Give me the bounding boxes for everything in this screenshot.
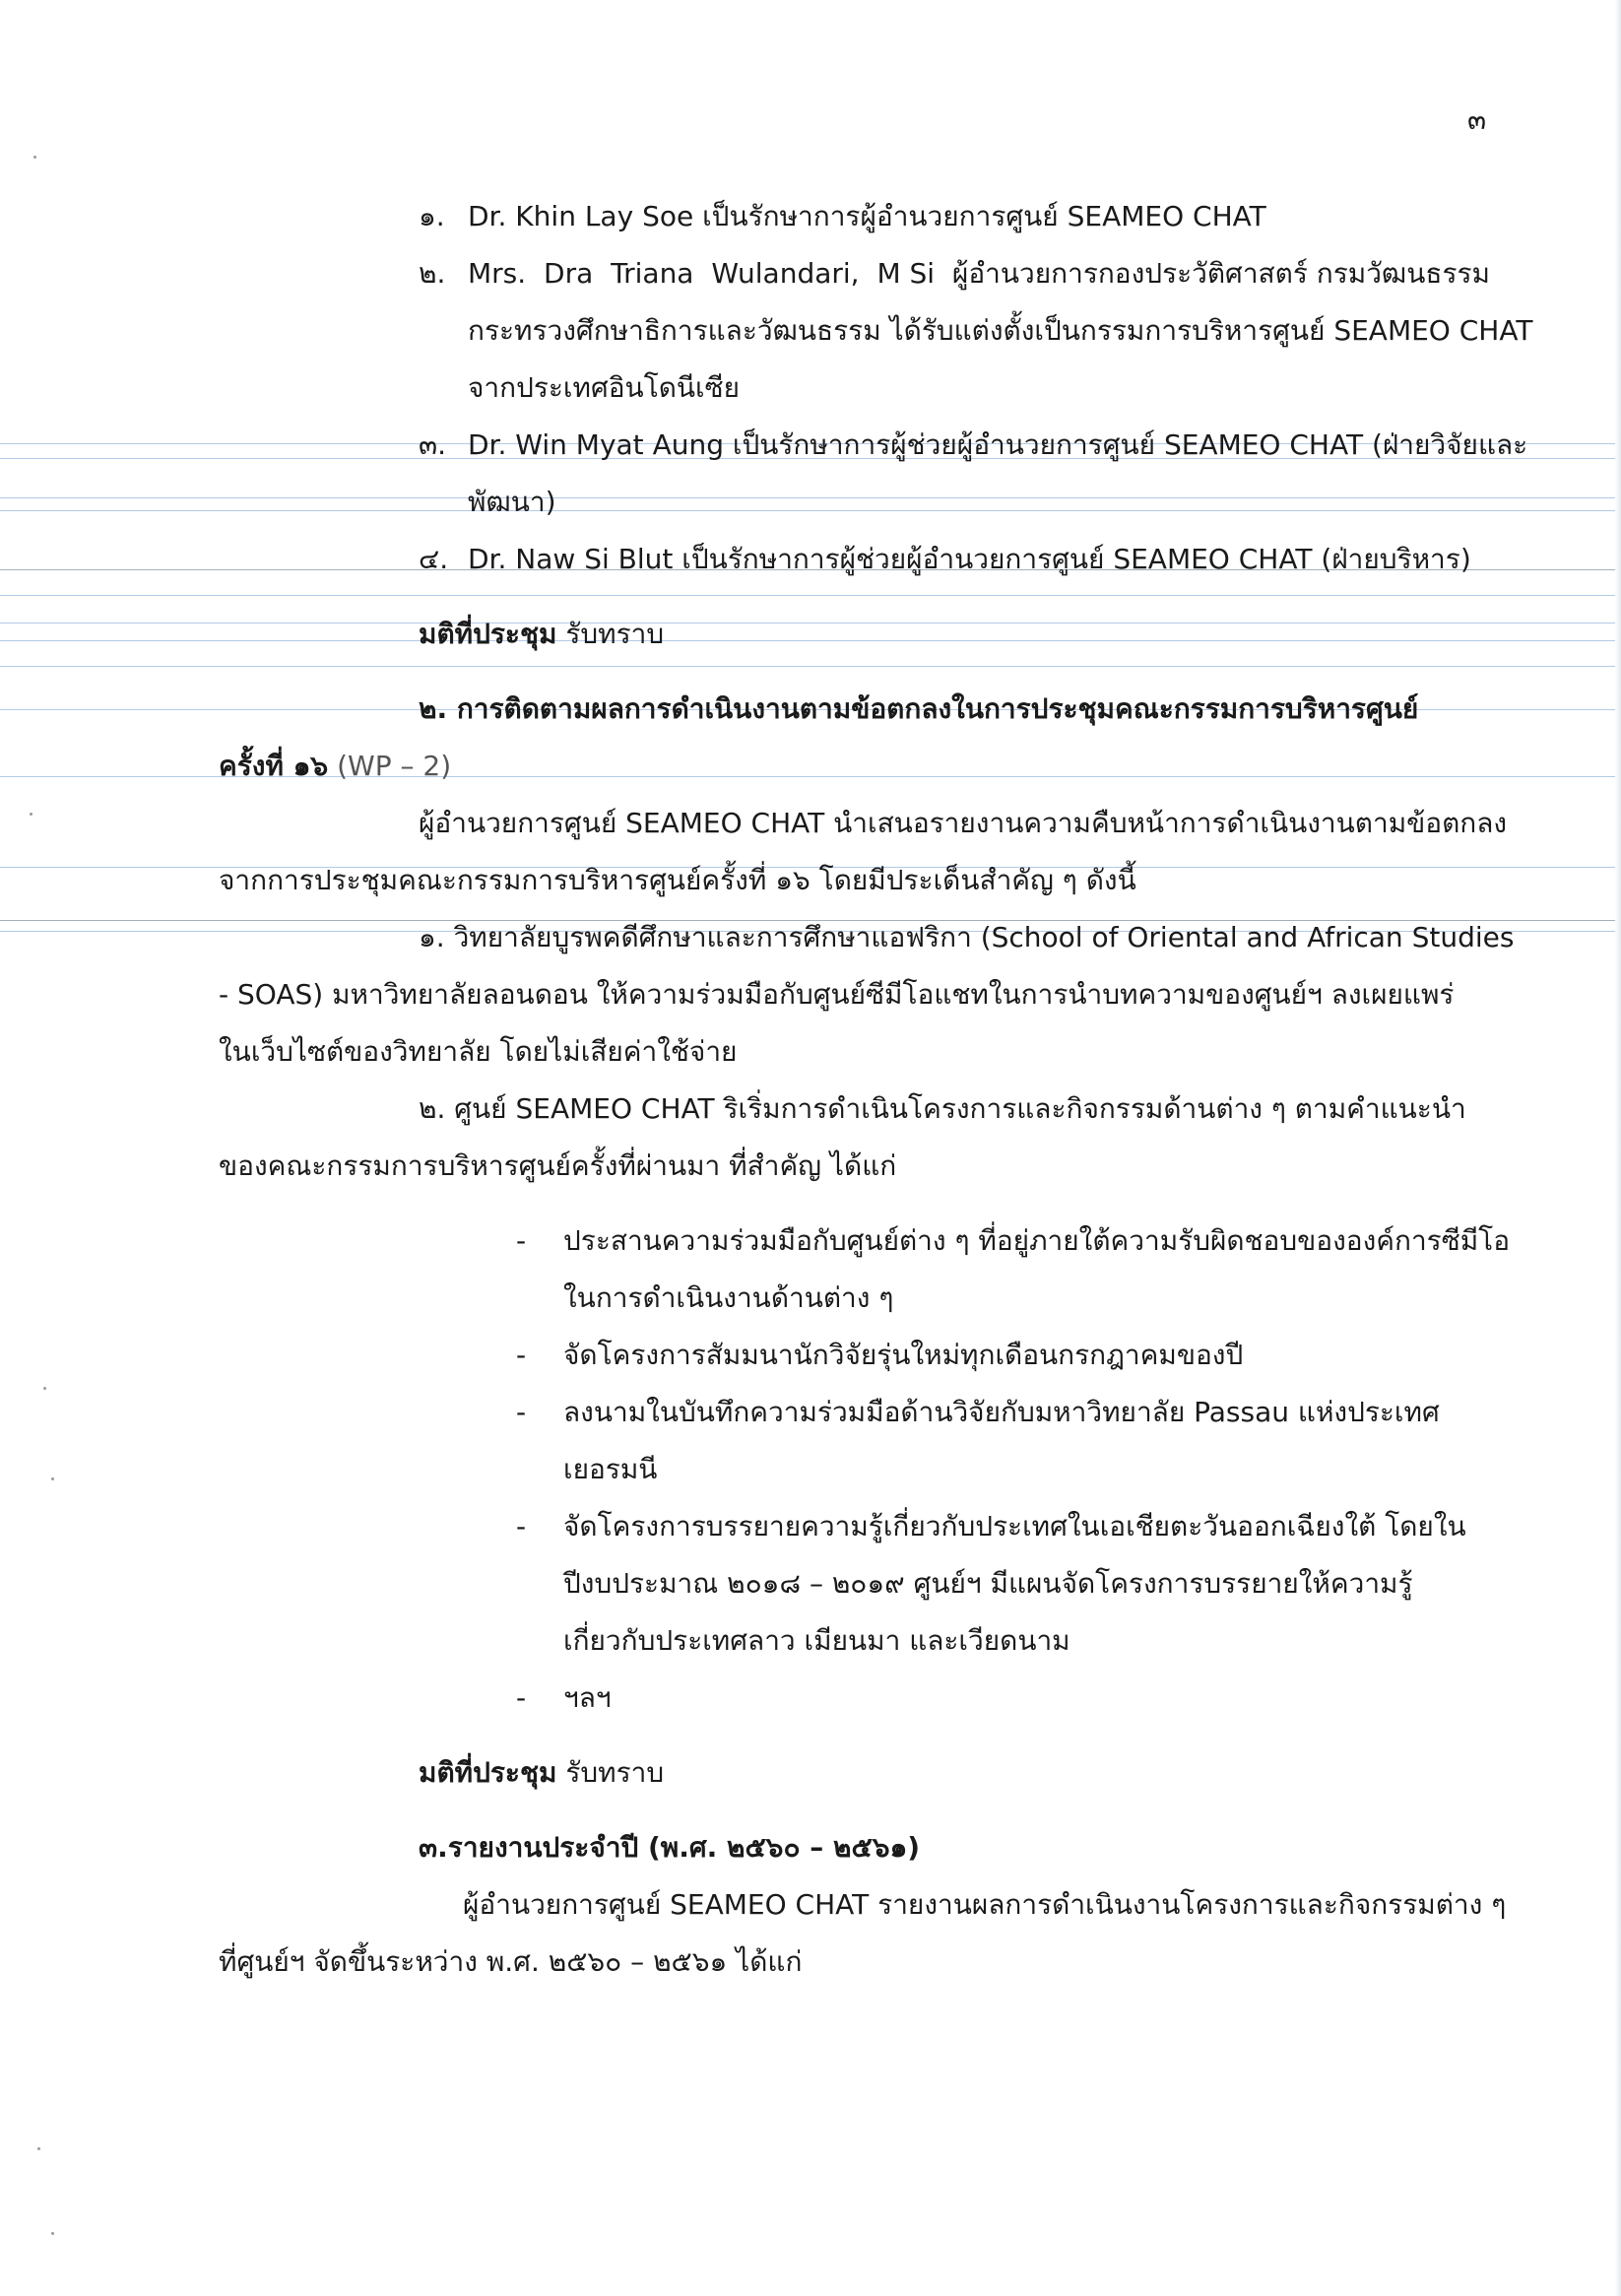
bullet-text: เกี่ยวกับประเทศลาว เมียนมา และเวียดนาม: [563, 1624, 1070, 1657]
resolution: [419, 615, 664, 654]
bullet-mark: -: [516, 1396, 527, 1428]
list-number: ๓.: [419, 428, 447, 461]
speck: [43, 1387, 46, 1390]
bullet-mark: -: [516, 1339, 527, 1371]
page-number: ๓: [1467, 103, 1487, 136]
text-segment: Mrs.: [468, 257, 527, 290]
scan-line: [0, 595, 1621, 596]
scan-line: [0, 510, 1621, 511]
paragraph-line: ผู้อำนวยการศูนย์ SEAMEO CHAT นำเสนอรายงานความคืบหน้าการดำเนินงานตามข้อตกลง: [419, 807, 1508, 839]
heading-bold: ครั้งที่ ๑๖: [219, 750, 329, 782]
bullet-mark: -: [516, 1510, 527, 1542]
paragraph-line: ๑. วิทยาลัยบูรพคดีศึกษาและการศึกษาแอฟริกา (School of Oriental and African Studies: [419, 921, 1515, 953]
list-item-text: กระทรวงศึกษาธิการและวัฒนธรรม ได้รับแต่งตั้งเป็นกรรมการบริหารศูนย์ SEAMEO CHAT: [468, 314, 1533, 347]
resolution-label: มติที่ประชุม: [419, 1756, 557, 1789]
bullet-text: ปีงบประมาณ ๒๐๑๘ – ๒๐๑๙ ศูนย์ฯ มีแผนจัดโครงการบรรยายให้ความรู้: [563, 1567, 1413, 1600]
list-item-text: [468, 254, 1490, 294]
section-heading-cont: [219, 747, 451, 786]
speck: [30, 813, 32, 816]
list-item-text: Dr. Win Myat Aung เป็นรักษาการผู้ช่วยผู้อำนวยการศูนย์ SEAMEO CHAT (ฝ่ายวิจัยและ: [468, 428, 1528, 461]
paragraph-line: ที่ศูนย์ฯ จัดขึ้นระหว่าง พ.ศ. ๒๕๖๐ – ๒๕๖๑ ได้แก่: [219, 1945, 803, 1978]
scan-line: [0, 640, 1621, 641]
list-item-text: Dr. Khin Lay Soe เป็นรักษาการผู้อำนวยการศูนย์ SEAMEO CHAT: [468, 200, 1266, 232]
bullet-text: ประสานความร่วมมือกับศูนย์ต่าง ๆ ที่อยู่ภายใต้ความรับผิดชอบขององค์การซีมีโอ: [563, 1224, 1511, 1257]
text-segment: ผู้อำนวยการกองประวัติศาสตร์ กรมวัฒนธรรม: [951, 257, 1490, 290]
paragraph-line: - SOAS) มหาวิทยาลัยลอนดอน ให้ความร่วมมือกับศูนย์ซีมีโอแชทในการนำบทความของศูนย์ฯ ลงเผยแพร่: [219, 978, 1455, 1011]
bullet-mark: -: [516, 1681, 527, 1714]
bullet-text: จัดโครงการสัมมนานักวิจัยรุ่นใหม่ทุกเดือนกรกฎาคมของปี: [563, 1339, 1244, 1371]
paragraph-line: ผู้อำนวยการศูนย์ SEAMEO CHAT รายงานผลการดำเนินงานโครงการและกิจกรรมต่าง ๆ: [463, 1888, 1507, 1921]
bullet-text: จัดโครงการบรรยายความรู้เกี่ยวกับประเทศในเอเชียตะวันออกเฉียงใต้ โดยใน: [563, 1510, 1466, 1542]
resolution-text: รับทราบ: [565, 1756, 665, 1789]
paragraph-line: ๒. ศูนย์ SEAMEO CHAT ริเริ่มการดำเนินโครงการและกิจกรรมด้านต่าง ๆ ตามคำแนะนำ: [419, 1092, 1466, 1125]
bullet-text: ลงนามในบันทึกความร่วมมือด้านวิจัยกับมหาวิทยาลัย Passau แห่งประเทศ: [563, 1396, 1440, 1428]
text-segment: M Si: [876, 257, 936, 290]
speck: [51, 2232, 54, 2235]
scan-line: [0, 497, 1621, 498]
text-segment: Dra: [544, 257, 594, 290]
list-number: ๑.: [419, 200, 445, 232]
list-number: ๒.: [419, 257, 446, 290]
section-heading: ๒. การติดตามผลการดำเนินงานตามข้อตกลงในการประชุมคณะกรรมการบริหารศูนย์: [419, 692, 1419, 725]
list-item-text: Dr. Naw Si Blut เป็นรักษาการผู้ช่วยผู้อำนวยการศูนย์ SEAMEO CHAT (ฝ่ายบริหาร): [468, 543, 1471, 575]
bullet-text: ในการดำเนินงานด้านต่าง ๆ: [563, 1281, 894, 1314]
list-item-text: พัฒนา): [468, 486, 556, 518]
text-segment: Triana: [611, 257, 694, 290]
bullet-text: ฯลฯ: [563, 1681, 612, 1714]
paragraph-line: ในเว็บไซต์ของวิทยาลัย โดยไม่เสียค่าใช้จ่าย: [219, 1035, 738, 1068]
bullet-mark: -: [516, 1224, 527, 1257]
list-number: ๔.: [419, 543, 449, 575]
text-segment: Wulandari,: [711, 257, 860, 290]
speck: [33, 156, 36, 159]
section-heading: ๓.รายงานประจำปี (พ.ศ. ๒๕๖๐ – ๒๕๖๑): [419, 1831, 921, 1864]
bullet-text: เยอรมนี: [563, 1453, 658, 1485]
speck: [51, 1477, 54, 1480]
scan-edge-shadow: [1615, 0, 1621, 2296]
resolution-text: รับทราบ: [565, 618, 665, 650]
paragraph-line: ของคณะกรรมการบริหารศูนย์ครั้งที่ผ่านมา ที่สำคัญ ได้แก่: [219, 1149, 897, 1182]
scan-line: [0, 666, 1621, 667]
resolution-label: มติที่ประชุม: [419, 618, 557, 650]
resolution: [419, 1753, 664, 1793]
speck: [37, 2147, 40, 2150]
paragraph-line: จากการประชุมคณะกรรมการบริหารศูนย์ครั้งที่ ๑๖ โดยมีประเด็นสำคัญ ๆ ดังนี้: [219, 864, 1136, 896]
list-item-text: จากประเทศอินโดนีเซีย: [468, 371, 741, 404]
working-paper-ref: (WP – 2): [337, 750, 452, 782]
